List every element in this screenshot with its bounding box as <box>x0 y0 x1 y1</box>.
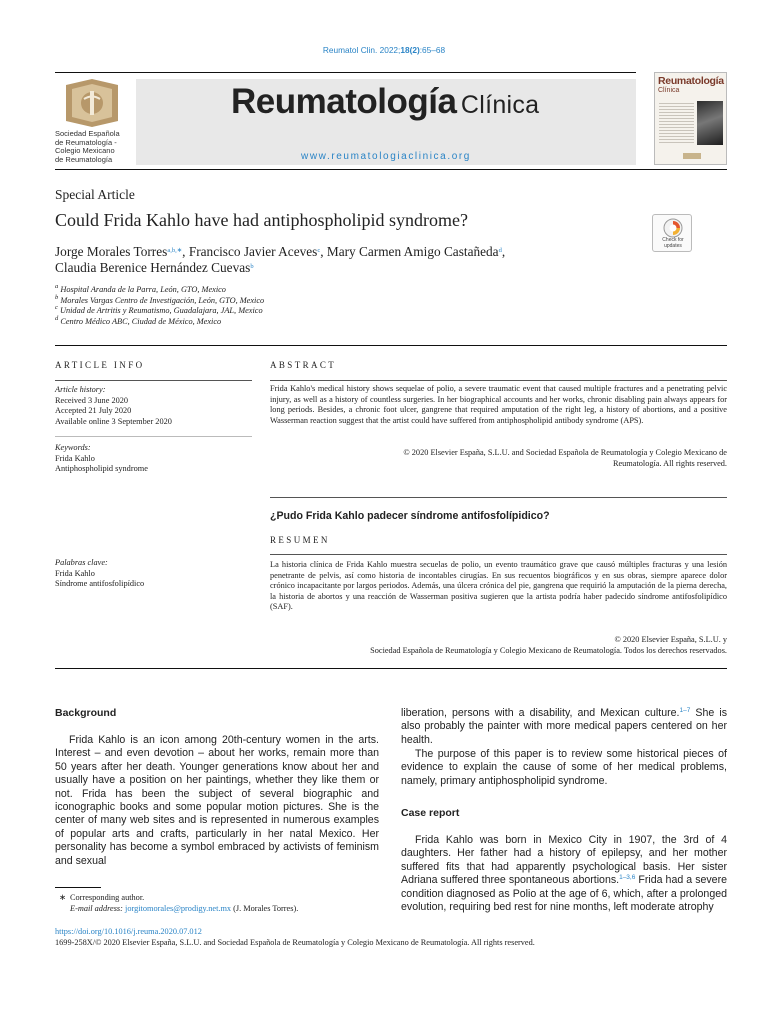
affiliation-item: $^b$ Morales Vargas Centro de Investigación, León, GTO, Mexico <box>55 293 265 305</box>
abstract-rule <box>270 380 727 381</box>
check-updates-label: Check for updates <box>662 237 684 249</box>
author-affiliation-link[interactable]: c <box>317 247 321 254</box>
journal-website[interactable]: www.reumatologiaclinica.org <box>301 151 471 162</box>
section-top-rule <box>55 345 727 346</box>
author-name: Claudia Berenice Hernández Cuevas <box>55 260 251 275</box>
abstract-heading: ABSTRACT <box>270 360 337 370</box>
affiliation-item: $^c$ Unidad de Artritis y Reumatismo, Guadalajara, JAL, Mexico <box>55 304 263 316</box>
citation[interactable]: Reumatol Clin. 2022;18(2):65–68 <box>322 45 446 55</box>
author-affiliation-link[interactable]: d <box>498 247 502 254</box>
header-bottom-rule <box>55 169 727 170</box>
reference-link[interactable]: 1–3,6 <box>619 874 636 882</box>
right-paragraph-1: liberation, persons with a disability, and Mexican culture.$^{1-7}$ She is also probably the painter with more medical papers centered on her health. <box>401 707 727 746</box>
author-list <box>55 244 655 276</box>
society-emblem-icon <box>62 79 122 127</box>
abstract-copyright: © 2020 Elsevier España, S.L.U. and Sociedad Española de Reumatología y Colegio Mexicano de Reumatología. All rights reserved. <box>403 448 727 468</box>
case-report-paragraph: Frida Kahlo was born in Mexico City in 1907, the 3rd of 4 daughters. Her father had a history of epilepsy, and her mother suffered fits that had apparently psychological basis. Her sister Adriana suffered three spontaneous abortions.$^{1-3,6}$ Frida had a severe condition diagnosed as Polio at the age of 6, which, after a prolonged evolution, requiring bed rest for nine months, left moderate atrophy <box>401 834 727 914</box>
issn-copyright: 1699-258X/© 2020 Elsevier España, S.L.U. and Sociedad Española de Reumatología y Colegio Mexicano de Reumatología. All rights reserved. <box>55 938 535 947</box>
cover-footer-logo <box>683 153 701 159</box>
article-history: Article history: Received 3 June 2020 Accepted 21 July 2020 Available online 3 September 2020 <box>55 385 172 426</box>
author-name: Francisco Javier Aceves <box>188 244 318 259</box>
journal-cover <box>654 72 727 165</box>
header-top-rule <box>55 72 636 73</box>
affiliation-item: $^a$ Hospital Aranda de la Parra, León, GTO, Mexico <box>55 283 226 294</box>
resumen-heading: RESUMEN <box>270 535 330 545</box>
background-paragraph: Frida Kahlo is an icon among 20th-century women in the arts. Interest – and even devotion – about her works, remain more than 50 years after her death. Younger generations know about her and usually have a position on her paintings, whether they like them or not. Frida has been the subject of several biographic and iconographic books and some popular motion pictures. She is the center of many web sites and is represented in numerous examples of popular arts and crafts, particularly in her natal Mexico. Her personality has become a symbol embraced by activists of feminism and sexual <box>55 734 379 867</box>
author-affiliation-link[interactable]: a,b,∗ <box>167 247 183 254</box>
author-name: Jorge Morales Torres <box>55 244 168 259</box>
check-updates-icon <box>663 218 683 238</box>
society-name: Sociedad Española de Reumatología - Colegio Mexicano de Reumatología <box>55 129 120 164</box>
abstract-end-rule <box>270 497 727 498</box>
resumen-copyright: © 2020 Elsevier España, S.L.U. y Sociedad Española de Reumatología y Colegio Mexicano de Reumatología. Todos los derechos reservados. <box>370 635 727 655</box>
footnote-rule <box>55 887 101 888</box>
cover-title: Reumatología <box>658 75 724 87</box>
author-line-1: Jorge Morales Torres$^{a,b,∗}$, Francisco Javier Aceves$^c$, Mary Carmen Amigo Castañeda$^d$, <box>55 244 506 259</box>
article-type: Special Article <box>55 187 135 202</box>
author-affiliation-link[interactable]: b <box>250 263 254 270</box>
check-for-updates-badge[interactable] <box>652 214 692 252</box>
reference-link[interactable]: 1–7 <box>679 707 691 714</box>
author-name: Mary Carmen Amigo Castañeda <box>326 244 499 259</box>
journal-banner <box>136 79 636 165</box>
email-link[interactable]: jorgitomorales@prodigy.net.mx <box>125 903 232 913</box>
resumen-rule <box>270 554 727 555</box>
right-paragraph-2: The purpose of this paper is to review some historical pieces of evidence to explain the cause of some of her medical problems, namely, primary antiphospholipid syndrome. <box>401 748 727 787</box>
doi-link[interactable]: https://doi.org/10.1016/j.reuma.2020.07.012 <box>55 927 202 936</box>
article-title: Could Frida Kahlo have had antiphospholipid syndrome? <box>55 210 468 230</box>
info-rule <box>55 436 252 437</box>
cover-image <box>697 101 723 145</box>
spanish-title: ¿Pudo Frida Kahlo padecer síndrome antifosfolípidico? <box>270 510 550 522</box>
cover-subtitle: Clínica <box>658 87 680 94</box>
abstract-text: Frida Kahlo's medical history shows sequelae of polio, a severe traumatic event that caused multiple fractures and a penetrating pelvic injury, as well as a history of countless surgeries. In her biographical accounts and her works, chronic disabling pain always appears for long periods. Besides, a chronic foot ulcer, gangrene that required amputation of the right leg, a history of abortions, and a positive Wasserman reaction suggest that the artist could have suffered from antiphospholipid antibody syndrome (APS). <box>270 384 727 425</box>
article-info-heading: ARTICLE INFO <box>55 360 145 370</box>
affiliation-list <box>55 285 264 327</box>
palabras-clave: Palabras clave: Frida Kahlo Síndrome antifosfolipídico <box>55 558 145 589</box>
background-heading: Background <box>55 707 117 719</box>
society-logo <box>62 79 122 127</box>
case-report-heading: Case report <box>401 807 460 819</box>
affiliation-item: $^d$ Centro Médico ABC, Ciudad de México, Mexico <box>55 314 222 326</box>
section-bottom-rule <box>55 668 727 669</box>
footnote: ∗ Corresponding author. E-mail address: jorgitomorales@prodigy.net.mx (J. Morales Torres). <box>59 893 299 913</box>
journal-title: Reumatología Clínica <box>231 82 540 121</box>
resumen-text: La historia clínica de Frida Kahlo muestra secuelas de polio, un evento traumático grave que causó múltiples fracturas y una lesión penetrante de pelvis, así como historia de incontables cirugías. En sus recuentos biográficos y en sus obras, siempre aparece dolor crónico incapacitante por largos periodos. Además, una úlcera crónica del pie, gangrena que requirió la amputación de la pierna derecha, la historia de abortos y una reacción de Wasserman positiva sugieren que la artista podría haber padecido síndrome antifosfolipídico (SAF). <box>270 560 727 612</box>
keywords: Keywords: Frida Kahlo Antiphospholipid syndrome <box>55 443 148 474</box>
author-line-2 <box>55 260 655 276</box>
info-rule <box>55 380 252 381</box>
cover-text-block <box>659 101 694 145</box>
